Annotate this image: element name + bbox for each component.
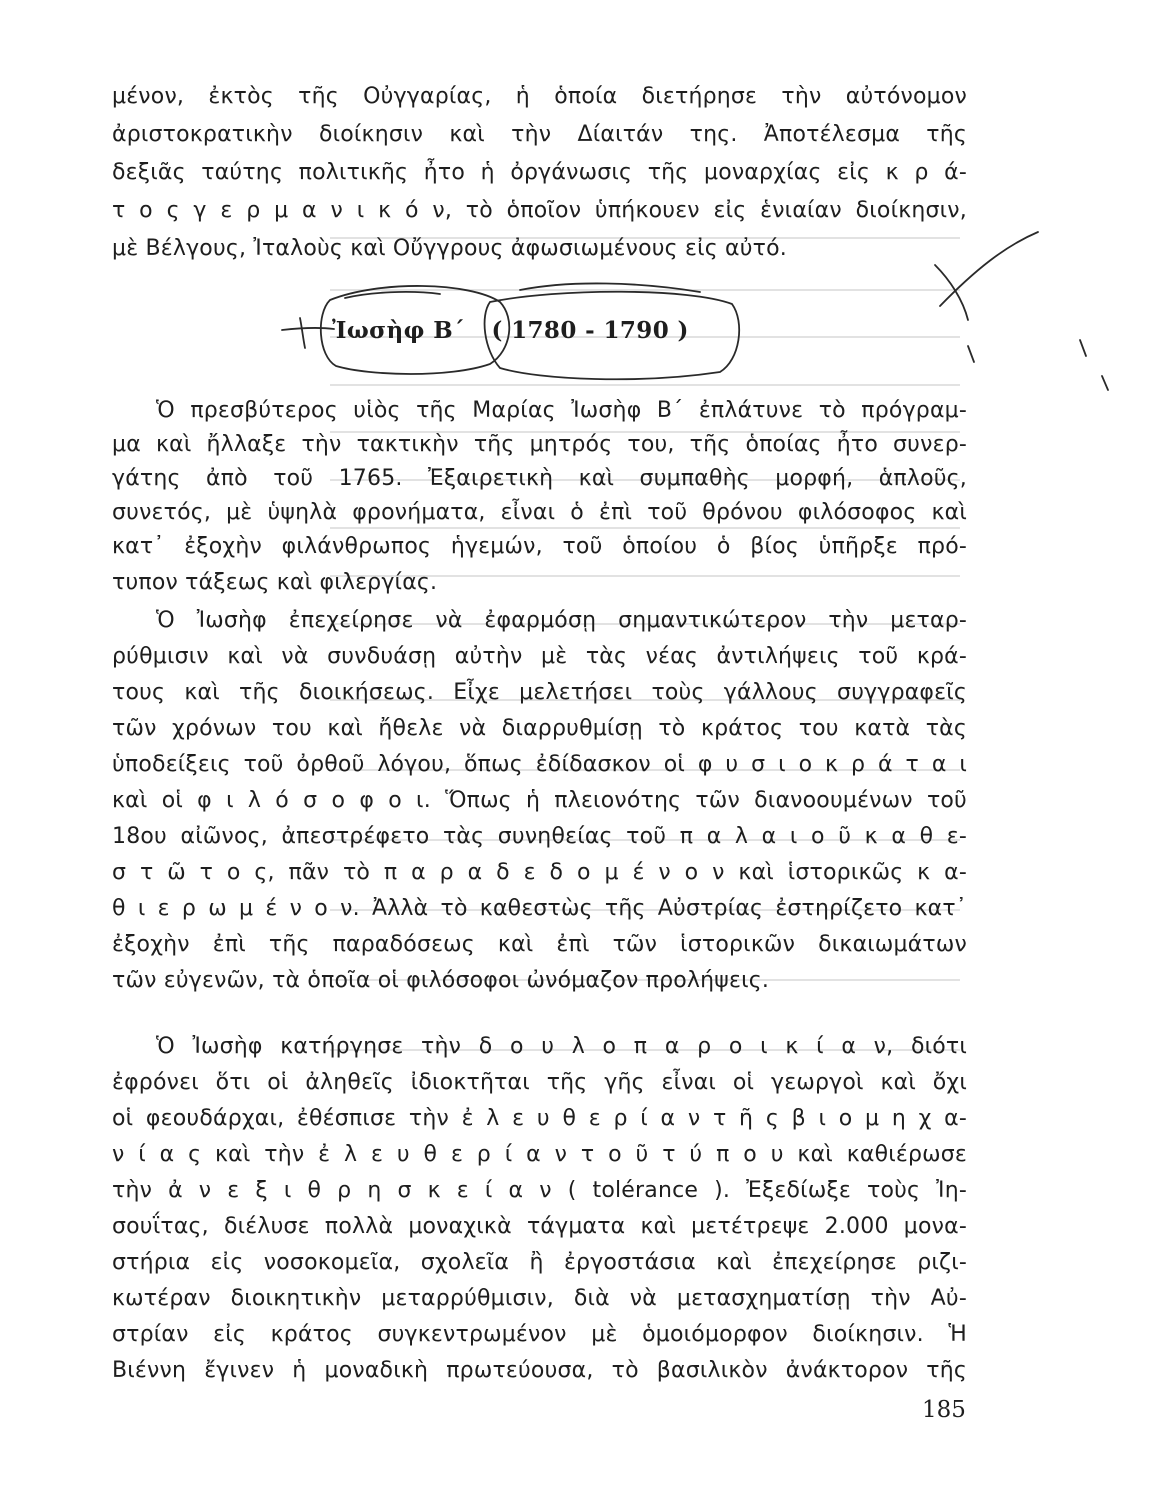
text-line: Ὁ πρεσβύτερος υἱὸς τῆς Μαρίας Ἰωσὴφ Β΄ ἐπλάτυνε τὸ πρόγραμ- <box>156 398 967 423</box>
text-line: μα καὶ ἤλλαξε τὴν τακτικὴν τῆς μητρός του, τῆς ὁποίας ἦτο συνερ- <box>112 432 967 457</box>
text-line: μὲ Βέλγους, Ἰταλοὺς καὶ Οὔγγρους ἀφωσιωμένους εἰς αὐτό. <box>112 236 787 261</box>
text-line: σουΐτας, διέλυσε πολλὰ μοναχικὰ τάγματα καὶ μετέτρεψε 2.000 μονα- <box>112 1214 967 1239</box>
circle-title-mark <box>321 286 509 374</box>
text-line: συνετός, μὲ ὑψηλὰ φρονήματα, εἶναι ὁ ἐπὶ τοῦ θρόνου φιλόσοφος καὶ <box>112 500 967 525</box>
circle-years-mark <box>485 292 740 380</box>
text-line: μένον, ἐκτὸς τῆς Οὐγγαρίας, ἡ ὁποία διετήρησε τὴν αὐτόνομον <box>112 84 967 109</box>
text-line: δεξιᾶς ταύτης πολιτικῆς ἦτο ἡ ὀργάνωσις τῆς μοναρχίας εἰς κ ρ ά- <box>112 160 967 185</box>
text-line: τυπον τάξεως καὶ φιλεργίας. <box>112 570 438 595</box>
text-line: ν ί α ς καὶ τὴν ἐ λ ε υ θ ε ρ ί α ν τ ο ῦ τ ύ π ο υ καὶ καθιέρωσε <box>112 1142 967 1167</box>
text-line: Βιέννη ἔγινεν ἡ μοναδικὴ πρωτεύουσα, τὸ βασιλικὸν ἀνάκτορον τῆς <box>112 1358 967 1383</box>
heading-years: ( 1780 - 1790 ) <box>491 317 689 344</box>
text-line: θ ι ε ρ ω μ έ ν ο ν. Ἀλλὰ τὸ καθεστὼς τῆς Αὐστρίας ἐστηρίζετο κατ᾿ <box>112 896 967 921</box>
text-line: καὶ οἱ φ ι λ ό σ ο φ ο ι. Ὅπως ἡ πλειονότης τῶν διανοουμένων τοῦ <box>112 788 967 813</box>
text-line: τους καὶ τῆς διοικήσεως. Εἶχε μελετήσει τοὺς γάλλους συγγραφεῖς <box>112 680 967 705</box>
text-line: οἱ φεουδάρχαι, ἐθέσπισε τὴν ἐ λ ε υ θ ε ρ ί α ν τ ῆ ς β ι ο μ η χ α- <box>112 1106 967 1131</box>
text-line: σ τ ῶ τ ο ς, πᾶν τὸ π α ρ α δ ε δ ο μ έ ν ο ν καὶ ἱστορικῶς κ α- <box>112 860 967 885</box>
text-line: ἐξοχὴν ἐπὶ τῆς παραδόσεως καὶ ἐπὶ τῶν ἱστορικῶν δικαιωμάτων <box>112 932 967 957</box>
heading-title: Ἰωσὴφ Β΄ <box>332 317 466 344</box>
text-line: κατ᾿ ἐξοχὴν φιλάνθρωπος ἡγεμών, τοῦ ὁποίου ὁ βίος ὑπῆρξε πρό- <box>112 534 967 559</box>
page-number: 185 <box>922 1397 966 1423</box>
text-line: τῶν χρόνων του καὶ ἤθελε νὰ διαρρυθμίσῃ τὸ κράτος του κατὰ τὰς <box>112 716 967 741</box>
text-line: τῶν εὐγενῶν, τὰ ὁποῖα οἱ φιλόσοφοι ὠνόμαζον προλήψεις. <box>112 968 770 993</box>
text-line: Ὁ Ἰωσὴφ ἐπεχείρησε νὰ ἐφαρμόσῃ σημαντικώτερον τὴν μεταρ- <box>156 608 967 633</box>
text-line: Ὁ Ἰωσὴφ κατήργησε τὴν δ ο υ λ ο π α ρ ο ι κ ί α ν, διότι <box>156 1034 967 1059</box>
text-line: γάτης ἀπὸ τοῦ 1765. Ἐξαιρετικὴ καὶ συμπαθὴς μορφή, ἁπλοῦς, <box>112 466 967 491</box>
text-line: στήρια εἰς νοσοκομεῖα, σχολεῖα ἢ ἐργοστάσια καὶ ἐπεχείρησε ριζι- <box>112 1250 967 1275</box>
cross-mark-icon <box>282 328 334 330</box>
x-mark-icon <box>935 265 968 320</box>
text-line: 18ου αἰῶνος, ἀπεστρέφετο τὰς συνηθείας τοῦ π α λ α ι ο ῦ κ α θ ε- <box>112 824 967 849</box>
text-line: ὑποδείξεις τοῦ ὀρθοῦ λόγου, ὅπως ἐδίδασκον οἱ φ υ σ ι ο κ ρ ά τ α ι <box>112 752 967 777</box>
text-line: κωτέραν διοικητικὴν μεταρρύθμισιν, διὰ νὰ μετασχηματίσῃ τὴν Αὐ- <box>112 1286 967 1311</box>
text-line: ἀριστοκρατικὴν διοίκησιν καὶ τὴν Δίαιτάν της. Ἀποτέλεσμα τῆς <box>112 122 967 147</box>
text-line: τὴν ἀ ν ε ξ ι θ ρ η σ κ ε ί α ν ( tolérance ). Ἐξεδίωξε τοὺς Ἰη- <box>112 1178 967 1203</box>
text-line: τ ο ς γ ε ρ μ α ν ι κ ό ν, τὸ ὁποῖον ὑπήκουεν εἰς ἑνιαίαν διοίκησιν, <box>112 198 967 223</box>
text-line: ρύθμισιν καὶ νὰ συνδυάσῃ αὐτὴν μὲ τὰς νέας ἀντιλήψεις τοῦ κρά- <box>112 644 967 669</box>
text-line: ἐφρόνει ὅτι οἱ ἀληθεῖς ἰδιοκτῆται τῆς γῆς εἶναι οἱ γεωργοὶ καὶ ὄχι <box>112 1070 967 1095</box>
text-line: στρίαν εἰς κράτος συγκεντρωμένον μὲ ὁμοιόμορφον διοίκησιν. Ἡ <box>112 1322 967 1347</box>
